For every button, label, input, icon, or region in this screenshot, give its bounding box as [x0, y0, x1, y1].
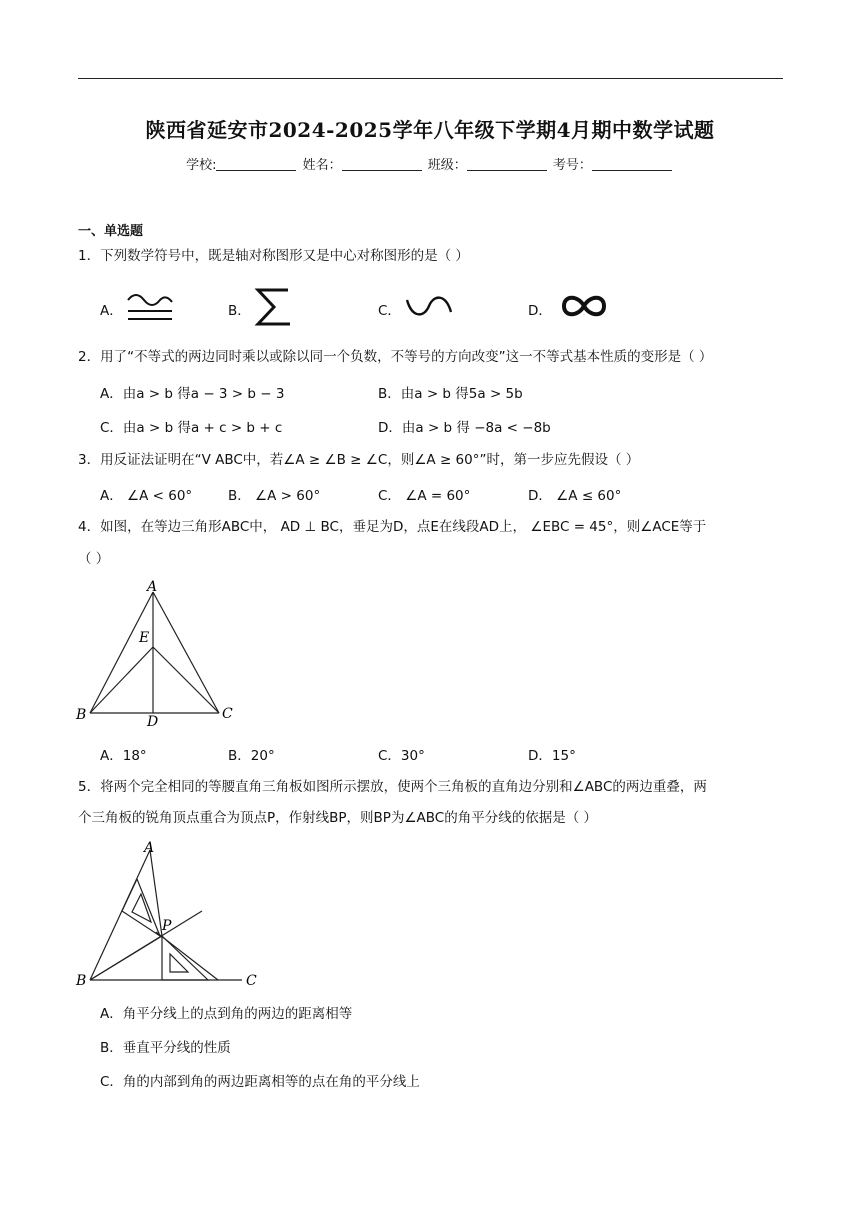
q4-option-a: A．18°: [100, 748, 147, 764]
q4-side-ac: [153, 592, 219, 713]
number-blank[interactable]: [592, 157, 672, 171]
q1-option-a-label: A．: [100, 303, 123, 319]
q3-option-d: D． ∠A ≤ 60°: [528, 488, 622, 504]
q5-lower-set-square-inner: [170, 954, 188, 972]
q4-label-c: C: [222, 706, 233, 722]
school-blank[interactable]: [216, 157, 296, 171]
question-2: 2．用了“不等式的两边同时乘以或除以同一个负数，不等号的方向改变”这一不等式基本性质的变形是（ ）: [78, 349, 713, 365]
q1-option-c-sine-icon: [404, 292, 454, 320]
question-4-line-1: 4．如图，在等边三角形ABC中， AD ⊥ BC，垂足为D，点E在线段AD上， ∠EBC = 45°，则∠ACE等于: [78, 519, 707, 535]
q2-option-a: A．由a > b 得a − 3 > b − 3: [100, 386, 285, 402]
q5-label-c: C: [246, 973, 257, 988]
q4-label-d: D: [147, 714, 159, 730]
q5-label-a: A: [144, 840, 155, 856]
q5-option-c: C．角的内部到角的两边距离相等的点在角的平分线上: [100, 1074, 420, 1090]
page-title: 陕西省延安市2024-2025学年八年级下学期4月期中数学试题: [145, 118, 715, 142]
q4-label-a: A: [147, 579, 158, 595]
question-5-line-1: 5．将两个完全相同的等腰直角三角板如图所示摆放，使两个三角板的直角边分别和∠ABC的两边重叠，两: [78, 779, 707, 795]
question-3: 3．用反证法证明在“V ABC中，若∠A ≥ ∠B ≥ ∠C，则∠A ≥ 60°”时，第一步应先假设（ ）: [78, 452, 640, 468]
q5-upper-set-square: [122, 879, 160, 936]
q5-ray-ba: [90, 850, 150, 980]
class-blank[interactable]: [467, 157, 547, 171]
q5-option-b: B．垂直平分线的性质: [100, 1040, 231, 1056]
school-label: 学校:: [186, 158, 217, 173]
q2-option-b: B．由a > b 得5a > 5b: [378, 386, 523, 402]
q5-label-p: P: [162, 918, 172, 934]
q3-option-b: B． ∠A > 60°: [228, 488, 321, 504]
q5-option-a: A．角平分线上的点到角的两边的距离相等: [100, 1006, 353, 1022]
q1-option-b-label: B．: [228, 303, 251, 319]
q4-segment-ec: [153, 647, 219, 713]
number-label: 考号：: [552, 158, 592, 173]
q1-option-a-symbol: [124, 290, 176, 324]
q3-option-c: C． ∠A = 60°: [378, 488, 471, 504]
q1-option-d-infinity-icon: [560, 291, 608, 321]
q1-option-c-label: C．: [378, 303, 401, 319]
q4-option-b: B．20°: [228, 748, 275, 764]
q5-lower-square-edge: [156, 932, 218, 980]
q4-option-d: D．15°: [528, 748, 576, 764]
student-info-line: [0, 154, 860, 173]
q5-label-b: B: [76, 973, 87, 988]
class-label: 班级：: [427, 158, 467, 173]
header-rule: [78, 78, 783, 79]
name-blank[interactable]: [342, 157, 422, 171]
q5-set-squares-figure: [74, 836, 270, 988]
q3-option-a: A． ∠A < 60°: [100, 488, 193, 504]
q4-side-ab: [90, 592, 153, 713]
section-heading: 一、单选题: [78, 224, 144, 239]
q4-segment-be: [90, 647, 153, 713]
q4-option-c: C．30°: [378, 748, 425, 764]
q1-option-b-sigma-icon: [254, 286, 294, 328]
question-5-line-2: 个三角板的锐角顶点重合为顶点P，作射线BP，则BP为∠ABC的角平分线的依据是（ ）: [78, 810, 598, 826]
question-4-line-2: （ ）: [78, 551, 110, 567]
q4-label-b: B: [76, 707, 87, 723]
q2-option-c: C．由a > b 得a + c > b + c: [100, 420, 283, 436]
q2-option-d: D．由a > b 得 −8a < −8b: [378, 420, 551, 436]
q1-option-d-label: D．: [528, 303, 552, 319]
question-1: 1．下列数学符号中，既是轴对称图形又是中心对称图形的是（ ）: [78, 248, 469, 264]
q5-upper-square-edge: [150, 850, 162, 936]
q4-label-e: E: [139, 630, 150, 646]
name-label: 姓名：: [302, 158, 342, 173]
q4-triangle-figure: [74, 578, 244, 730]
